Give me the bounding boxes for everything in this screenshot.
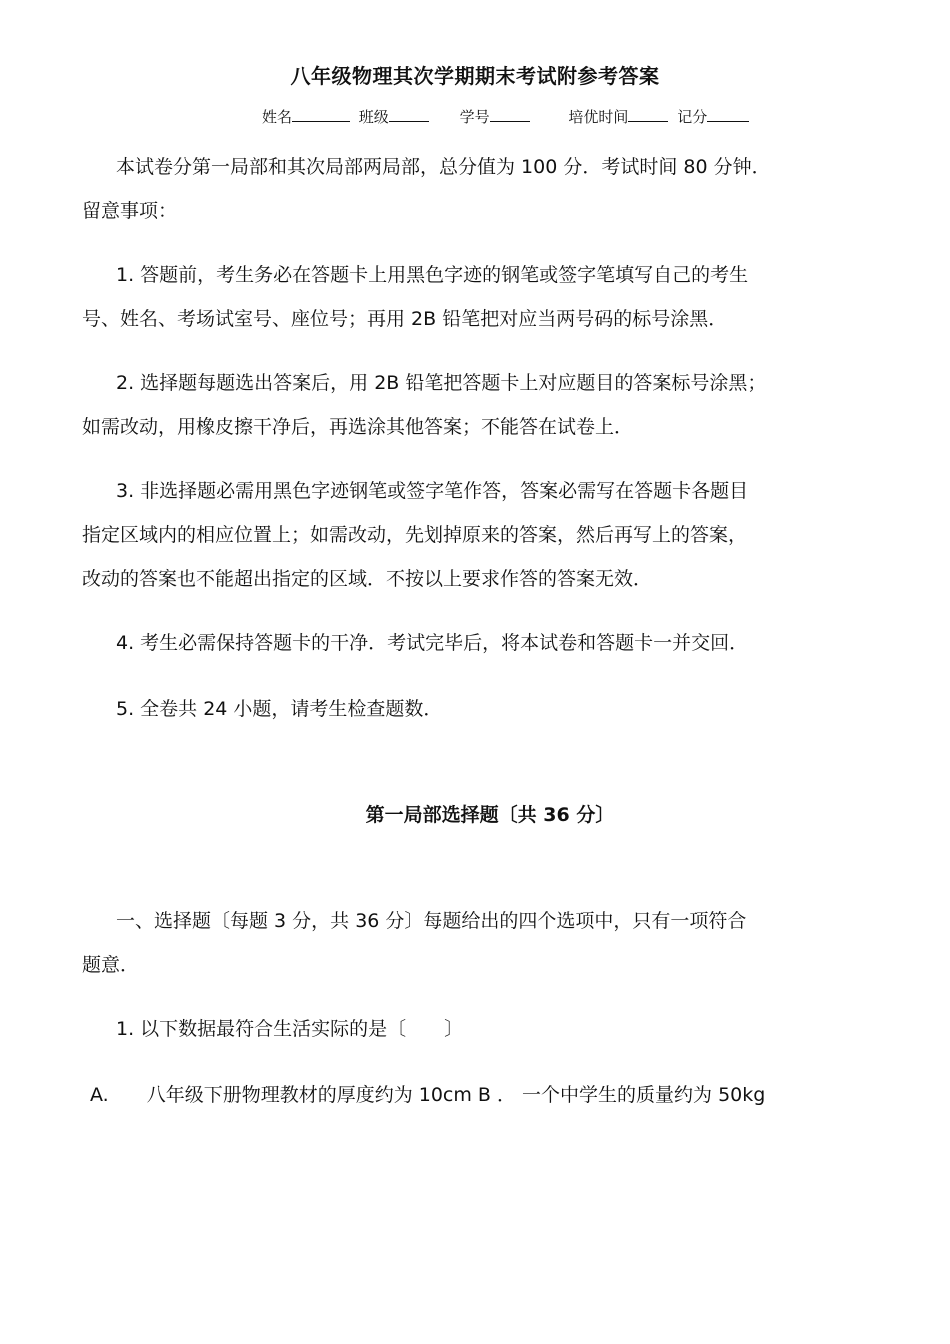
name-field — [262, 106, 354, 127]
note-5-line-1: 5. 全卷共 24 小题，请考生检查题数． — [116, 698, 443, 720]
note-3-line-2: 指定区域内的相应位置上；如需改动，先划掉原来的答案，然后再写上的答案， — [82, 524, 748, 546]
section-title: 第一局部选择题〔共 36 分〕 — [365, 804, 615, 826]
time-field — [568, 106, 672, 127]
class-label: 班级 — [358, 108, 389, 126]
score-label: 记分 — [677, 108, 708, 126]
id-field — [460, 106, 534, 127]
id-blank — [490, 107, 530, 122]
note-2-line-2: 如需改动，用橡皮擦干净后，再选涂其他答案；不能答在试卷上． — [82, 416, 634, 438]
score-blank — [707, 107, 749, 122]
name-blank — [292, 107, 350, 122]
question-1-stem: 1. 以下数据最符合生活实际的是〔 〕 — [116, 1018, 464, 1040]
note-3-line-1: 3. 非选择题必需用黑色字迹钢笔或签字笔作答，答案必需写在答题卡各题目 — [116, 480, 749, 502]
note-4-line-1: 4. 考生必需保持答题卡的干净．考试完毕后，将本试卷和答题卡一并交回． — [116, 632, 749, 654]
class-blank — [389, 107, 429, 122]
class-field — [359, 106, 433, 127]
part-intro-line-2: 题意． — [82, 954, 140, 976]
intro-line-2: 留意事项： — [82, 200, 178, 222]
name-label: 姓名 — [262, 108, 293, 126]
part-intro-line-1: 一、选择题〔每题 3 分，共 36 分〕每题给出的四个选项中，只有一项符合 — [116, 910, 747, 932]
time-blank — [628, 107, 668, 122]
note-3-line-3: 改动的答案也不能超出指定的区域．不按以上要求作答的答案无效． — [82, 568, 653, 590]
note-1-line-2: 号、姓名、考场试室号、座位号；再用 2B 铅笔把对应当两号码的标号涂黑． — [82, 308, 728, 330]
id-label: 学号 — [459, 108, 490, 126]
time-label: 培优时间 — [568, 108, 629, 126]
note-2-line-1: 2. 选择题每题选出答案后，用 2B 铅笔把答题卡上对应题目的答案标号涂黑； — [116, 372, 767, 394]
document-title: 八年级物理其次学期期末考试附参考答案 — [290, 64, 660, 88]
score-field — [677, 106, 753, 127]
intro-line-1: 本试卷分第一局部和其次局部两局部，总分值为 100 分．考试时间 80 分钟． — [116, 156, 771, 178]
question-1-options: A. 八年级下册物理教材的厚度约为 10cm B ． 一个中学生的质量约为 50kg — [90, 1084, 766, 1106]
note-1-line-1: 1. 答题前，考生务必在答题卡上用黑色字迹的钢笔或签字笔填写自己的考生 — [116, 264, 749, 286]
student-info-line — [262, 106, 753, 127]
